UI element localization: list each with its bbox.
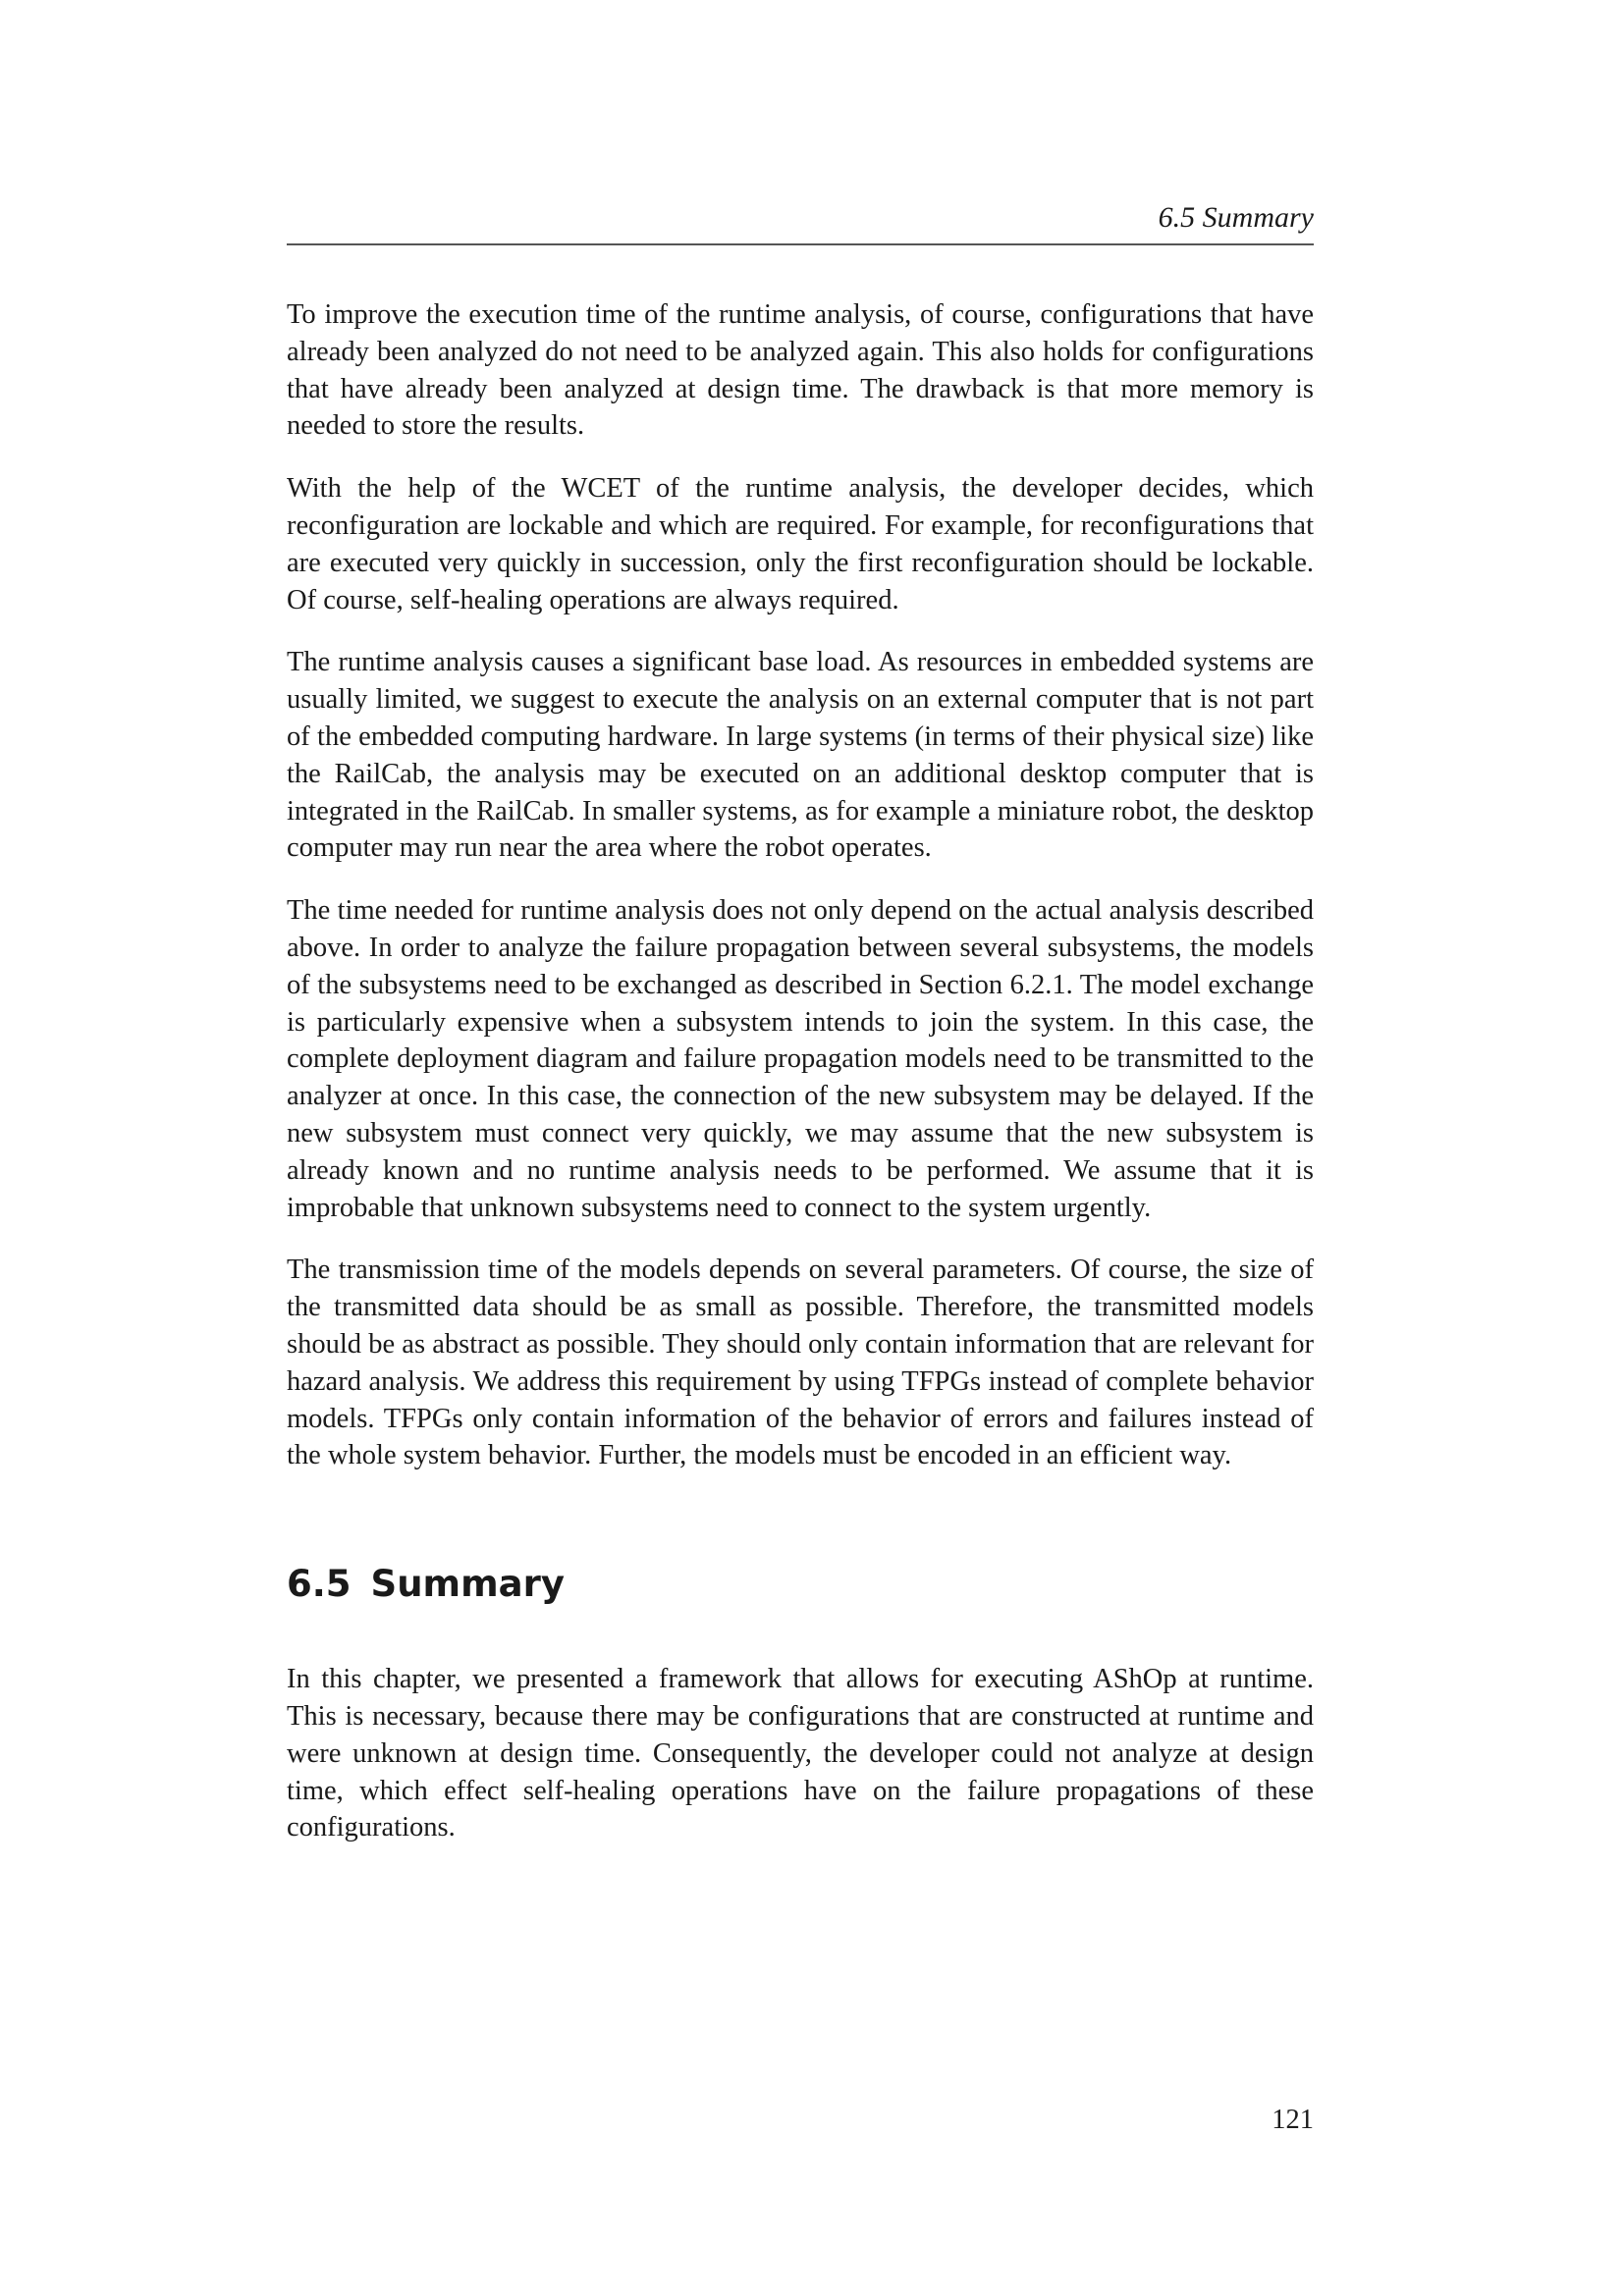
section-heading	[287, 1563, 1314, 1606]
paragraph-base-load: The runtime analysis causes a significant base load. As resources in embedded systems are usually limited, we suggest to execute the analysis on an external computer that is not part of the embedded computing hardware. In large systems (in terms of their physical size) like the RailCab, the analysis may be executed on an additional desktop computer that is integrated in the RailCab. In smaller systems, as for example a miniature robot, the desktop computer may run near the area where the robot operates.	[287, 647, 1314, 864]
paragraph-wcet-lockable: With the help of the WCET of the runtime analysis, the developer decides, which reconfiguration are lockable and which are required. For example, for reconfigurations that are executed very quickly in succession, only the first reconfiguration should be lockable. Of course, self-healing operations are always required.	[287, 473, 1314, 615]
paragraph-transmission-time: The transmission time of the models depends on several parameters. Of course, the size of the transmitted data should be as small as possible. Therefore, the transmitted models should be as abstract as possible. They should only contain information that are relevant for hazard analysis. We address this requirement by using TFPGs instead of complete behavior models. TFPGs only contain information of the behavior of errors and failures instead of the whole system behavior. Further, the models must be encoded in an efficient way.	[287, 1255, 1314, 1471]
section-title: Summary	[370, 1563, 565, 1606]
paragraph-runtime-caching: To improve the execution time of the runtime analysis, of course, configurations that have already been analyzed do not need to be analyzed again. This also holds for configurations that have already been analyzed at design time. The drawback is that more memory is needed to store the results.	[287, 299, 1314, 442]
paragraph-summary: In this chapter, we presented a framework that allows for executing AShOp at runtime. This is necessary, because there may be configurations that are constructed at runtime and were unknown at design time. Consequently, the developer could not analyze at design time, which effect self-healing operations have on the failure propagations of these configurations.	[287, 1664, 1314, 1843]
paragraph-model-exchange: The time needed for runtime analysis does not only depend on the actual analysis described above. In order to analyze the failure propagation between several subsystems, the models of the subsystems need to be exchanged as described in Section 6.2.1. The model exchange is particularly expensive when a subsystem intends to join the system. In this case, the complete deployment diagram and failure propagation models need to be transmitted to the analyzer at once. In this case, the connection of the new subsystem may be delayed. If the new subsystem must connect very quickly, we may assume that the new subsystem is already known and no runtime analysis needs to be performed. We assume that it is improbable that unknown subsystems need to connect to the system urgently.	[287, 895, 1314, 1223]
running-header	[287, 196, 1314, 245]
page-number: 121	[1272, 2105, 1314, 2135]
page-body	[287, 296, 1314, 1872]
running-header-title: 6.5 Summary	[1158, 201, 1314, 234]
section-number: 6.5	[287, 1563, 352, 1606]
